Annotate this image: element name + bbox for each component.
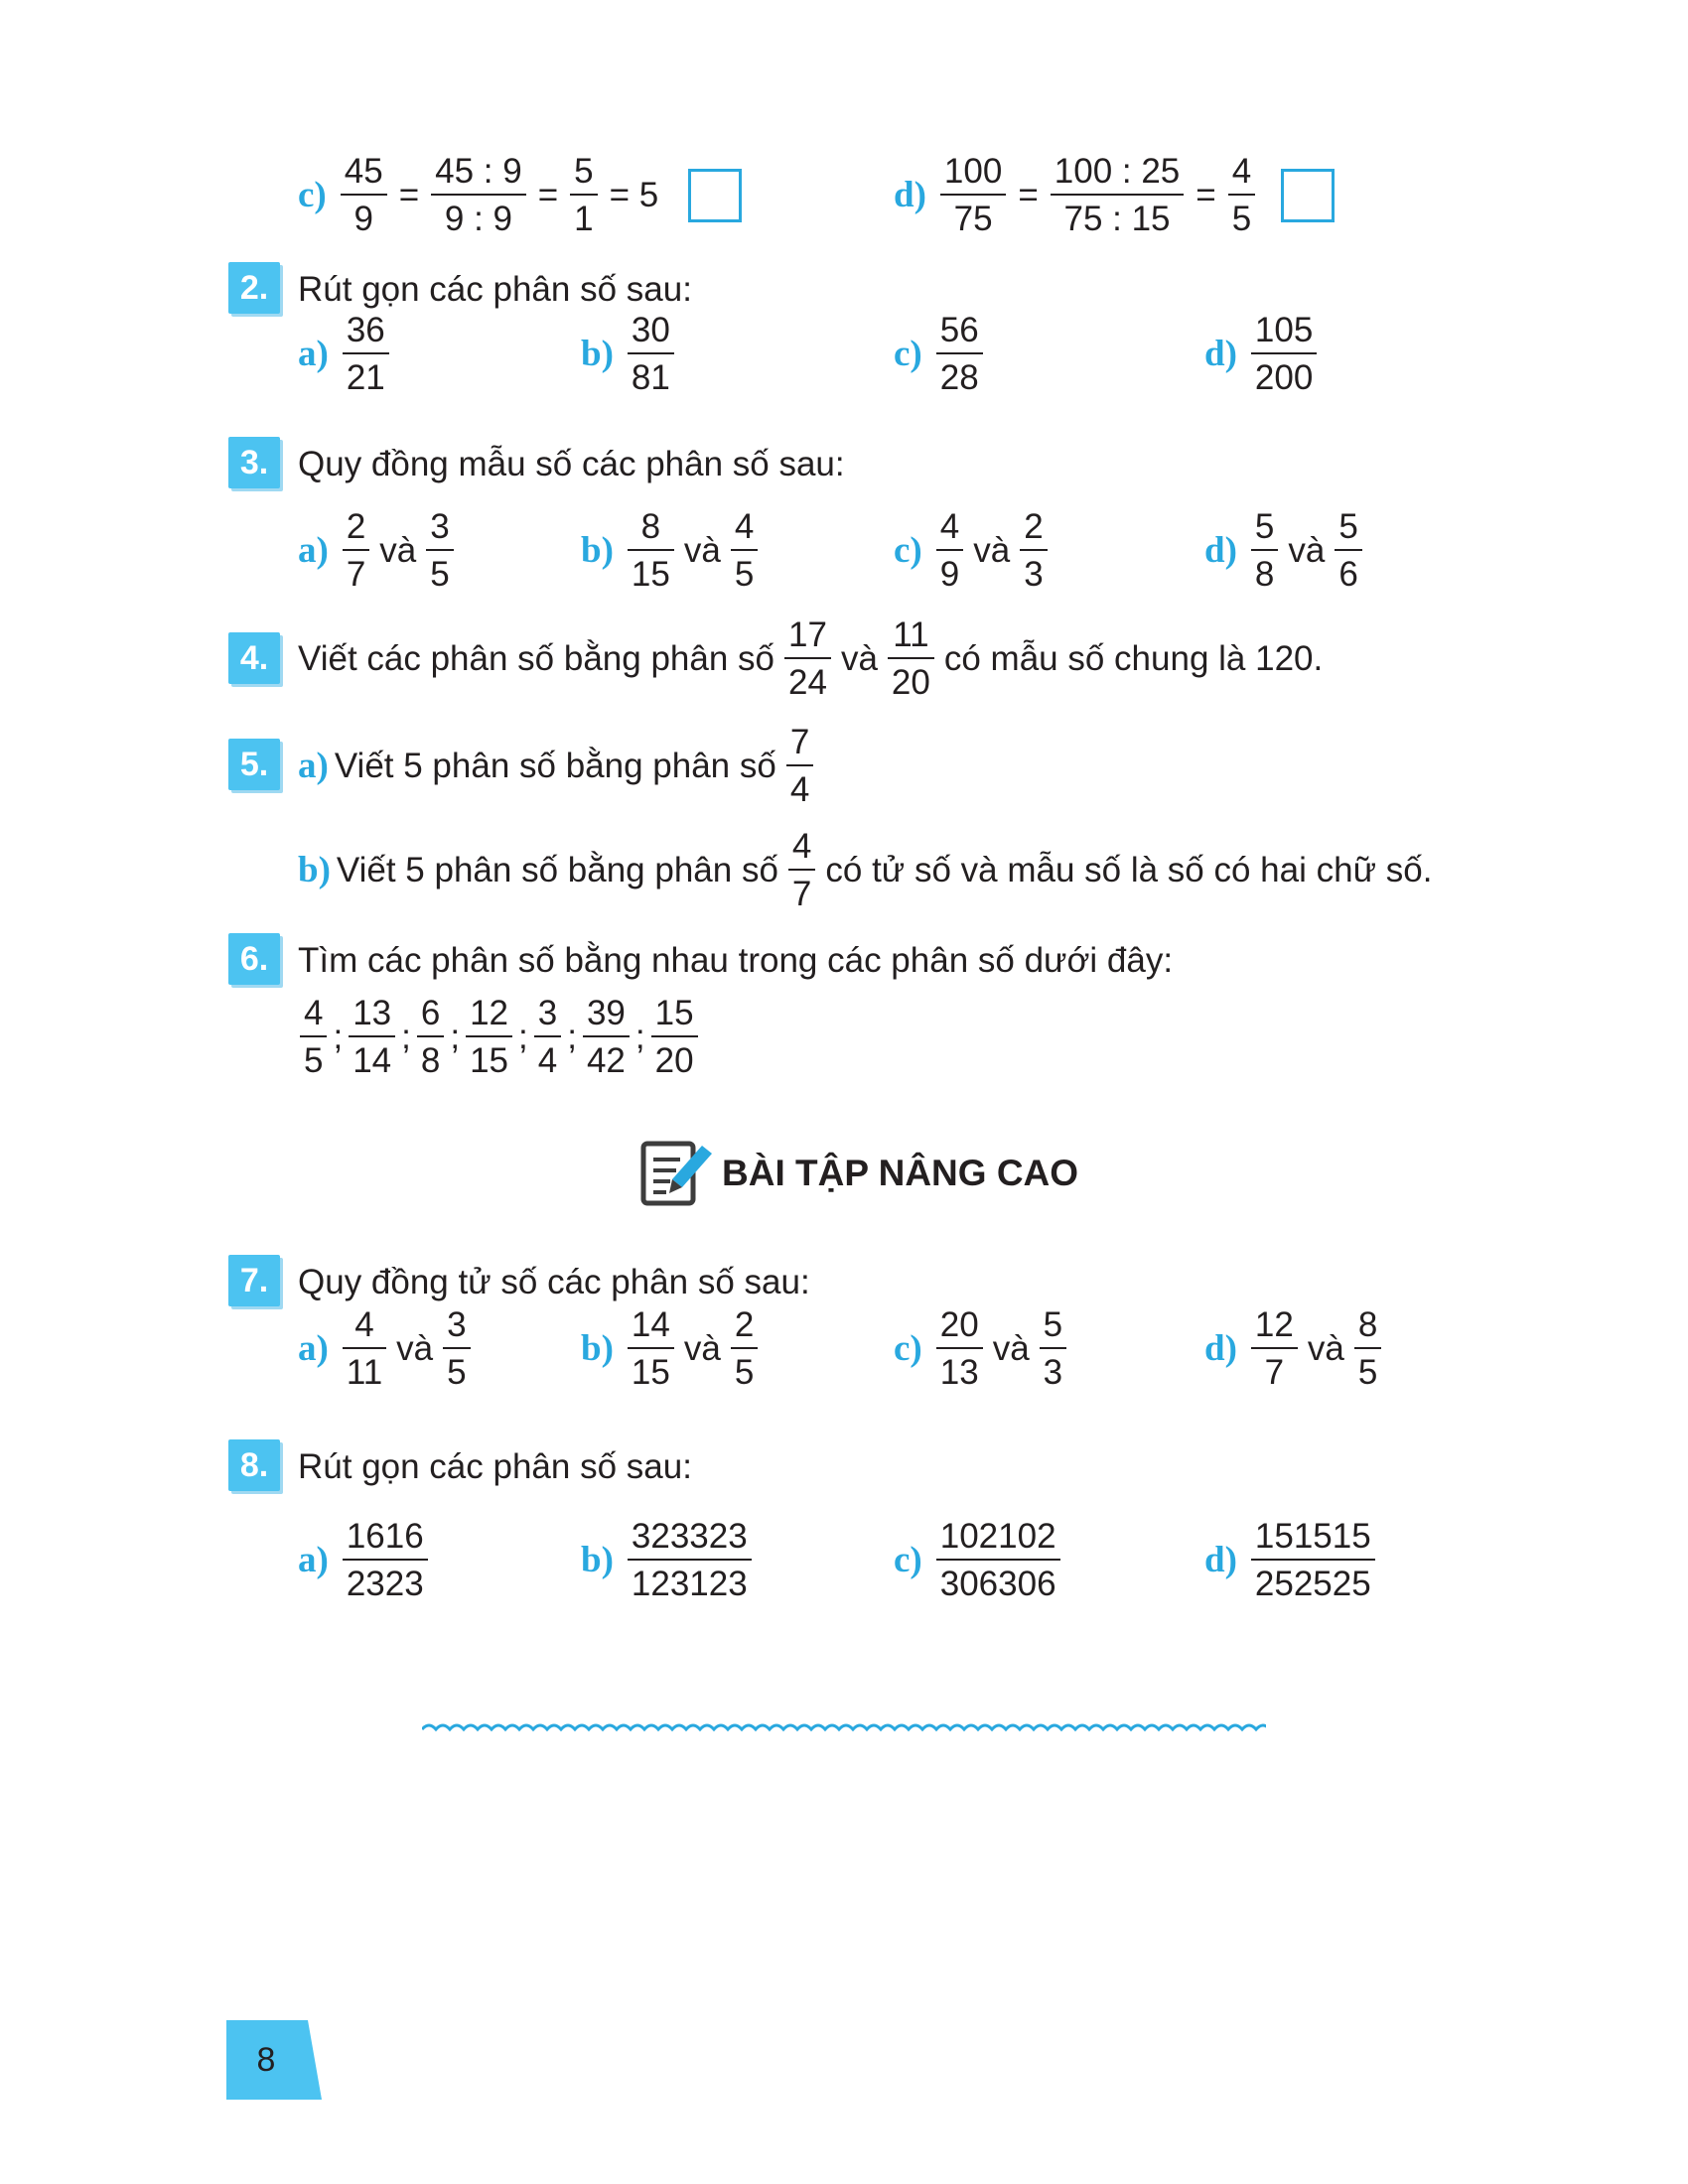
fraction: $\frac{1616}{2323}$ [343, 1519, 428, 1601]
fraction: $\frac{100}{75}$ [940, 154, 1006, 236]
fraction: $\frac{5}{1}$ [570, 154, 597, 236]
item-label: d) [894, 175, 926, 215]
fraction: $\frac{11}{20}$ [888, 617, 934, 700]
fraction: $\frac{100 : 25}{75 : 15}$ [1051, 154, 1185, 236]
question-number-6: 6. [228, 933, 280, 985]
fraction: $\frac{4}{9}$ [936, 509, 963, 592]
q8-item-a: a) $\frac{1616}{2323}$ [298, 1519, 432, 1601]
fraction: $\frac{5}{6}$ [1335, 509, 1361, 592]
wavy-divider [422, 1717, 1266, 1741]
q5b-row: b) Viết 5 phân số bằng phân số $\frac{4}{7}$ có tử số và mẫu số là số có hai chữ số. [298, 827, 1433, 913]
fraction: $\frac{4}{5}$ [300, 996, 327, 1078]
item-label: c) [298, 175, 327, 215]
fraction: $\frac{3}{5}$ [443, 1307, 470, 1390]
q8-item-b: b) $\frac{323323}{123123}$ [581, 1519, 756, 1601]
question-number-5: 5. [228, 739, 280, 790]
q7-item-d: d) $\frac{12}{7}$ và $\frac{8}{5}$ [1204, 1307, 1385, 1390]
q7-item-a: a) $\frac{4}{11}$ và $\frac{3}{5}$ [298, 1307, 475, 1390]
question-number-7: 7. [228, 1255, 280, 1306]
fraction: $\frac{7}{4}$ [786, 725, 813, 807]
fraction: $\frac{12}{15}$ [466, 996, 512, 1078]
fraction: $\frac{102102}{306306}$ [936, 1519, 1060, 1601]
fraction: $\frac{56}{28}$ [936, 313, 983, 395]
q3-item-a: a) $\frac{2}{7}$ và $\frac{3}{5}$ [298, 509, 458, 592]
question-text-2: Rút gọn các phân số sau: [298, 270, 692, 309]
fraction: $\frac{4}{11}$ [343, 1307, 386, 1390]
fraction: $\frac{105}{200}$ [1251, 313, 1317, 395]
q7-item-b: b) $\frac{14}{15}$ và $\frac{2}{5}$ [581, 1307, 762, 1390]
section-title: BÀI TẬP NÂNG CAO [722, 1153, 1079, 1193]
q3-item-b: b) $\frac{8}{15}$ và $\frac{4}{5}$ [581, 509, 762, 592]
fraction: $\frac{45}{9}$ [341, 154, 387, 236]
fraction: $\frac{14}{15}$ [628, 1307, 674, 1390]
fraction: $\frac{36}{21}$ [343, 313, 389, 395]
fraction: $\frac{4}{5}$ [731, 509, 758, 592]
q1d-row: d) $\frac{100}{75}$ = $\frac{100 : 25}{75 : 15}$ = $\frac{4}{5}$ [894, 154, 1335, 236]
q3-item-d: d) $\frac{5}{8}$ và $\frac{5}{6}$ [1204, 509, 1366, 592]
question-number-4: 4. [228, 632, 280, 684]
fraction: $\frac{6}{8}$ [417, 996, 444, 1078]
q6-fraction-list: $\frac{4}{5}$ ; $\frac{13}{14}$ ; $\frac{6}{8}$ ; $\frac{12}{15}$ ; $\frac{3}{4}$ ; $\frac{39}{42}$ ; $\frac{15}{20}$ [296, 996, 702, 1078]
fraction: $\frac{323323}{123123}$ [628, 1519, 752, 1601]
page-number-tab [226, 2020, 322, 2100]
question-text-3: Quy đồng mẫu số các phân số sau: [298, 445, 845, 483]
page-number: 8 [256, 2040, 276, 2079]
q4-row: Viết các phân số bằng phân số $\frac{17}{24}$ và $\frac{11}{20}$ có mẫu số chung là 120. [298, 615, 1324, 702]
fraction: $\frac{8}{5}$ [1354, 1307, 1381, 1390]
question-number-2: 2. [228, 262, 280, 314]
q7-item-c: c) $\frac{20}{13}$ và $\frac{5}{3}$ [894, 1307, 1070, 1390]
question-text-4: Viết các phân số bằng phân số [298, 639, 775, 678]
fraction: $\frac{45 : 9}{9 : 9}$ [431, 154, 526, 236]
fraction: $\frac{8}{15}$ [628, 509, 674, 592]
fraction: $\frac{5}{3}$ [1040, 1307, 1066, 1390]
fraction: $\frac{3}{5}$ [426, 509, 453, 592]
q8-item-c: c) $\frac{102102}{306306}$ [894, 1519, 1064, 1601]
q2-item-a: a) $\frac{36}{21}$ [298, 313, 393, 395]
question-number-8: 8. [228, 1439, 280, 1491]
section-header [640, 1140, 1078, 1207]
fraction: $\frac{5}{8}$ [1251, 509, 1278, 592]
answer-checkbox[interactable] [688, 169, 742, 222]
fraction: $\frac{30}{81}$ [628, 313, 674, 395]
fraction: $\frac{2}{5}$ [731, 1307, 758, 1390]
pencil-document-icon [640, 1140, 716, 1207]
q2-item-d: d) $\frac{105}{200}$ [1204, 313, 1321, 395]
q3-item-c: c) $\frac{4}{9}$ và $\frac{2}{3}$ [894, 509, 1052, 592]
q2-item-c: c) $\frac{56}{28}$ [894, 313, 987, 395]
fraction: $\frac{20}{13}$ [936, 1307, 983, 1390]
fraction: $\frac{151515}{252525}$ [1251, 1519, 1375, 1601]
q1c-row: c) $\frac{45}{9}$ = $\frac{45 : 9}{9 : 9}$ = $\frac{5}{1}$ = 5 [298, 154, 742, 236]
q8-item-d: d) $\frac{151515}{252525}$ [1204, 1519, 1379, 1601]
q5a-row: a) Viết 5 phân số bằng phân số $\frac{7}{4}$ [298, 725, 817, 807]
fraction: $\frac{13}{14}$ [349, 996, 395, 1078]
question-number-3: 3. [228, 437, 280, 488]
fraction: $\frac{2}{3}$ [1020, 509, 1047, 592]
question-text-8: Rút gọn các phân số sau: [298, 1447, 692, 1486]
fraction: $\frac{4}{5}$ [1228, 154, 1255, 236]
fraction: $\frac{39}{42}$ [583, 996, 630, 1078]
question-text-7: Quy đồng tử số các phân số sau: [298, 1263, 810, 1301]
fraction: $\frac{3}{4}$ [534, 996, 561, 1078]
question-text-6: Tìm các phân số bằng nhau trong các phân số dưới đây: [298, 941, 1174, 980]
answer-checkbox[interactable] [1281, 169, 1335, 222]
fraction: $\frac{17}{24}$ [784, 617, 831, 700]
fraction: $\frac{2}{7}$ [343, 509, 369, 592]
fraction: $\frac{12}{7}$ [1251, 1307, 1298, 1390]
q2-item-b: b) $\frac{30}{81}$ [581, 313, 678, 395]
fraction: $\frac{4}{7}$ [788, 829, 815, 911]
fraction: $\frac{15}{20}$ [651, 996, 698, 1078]
